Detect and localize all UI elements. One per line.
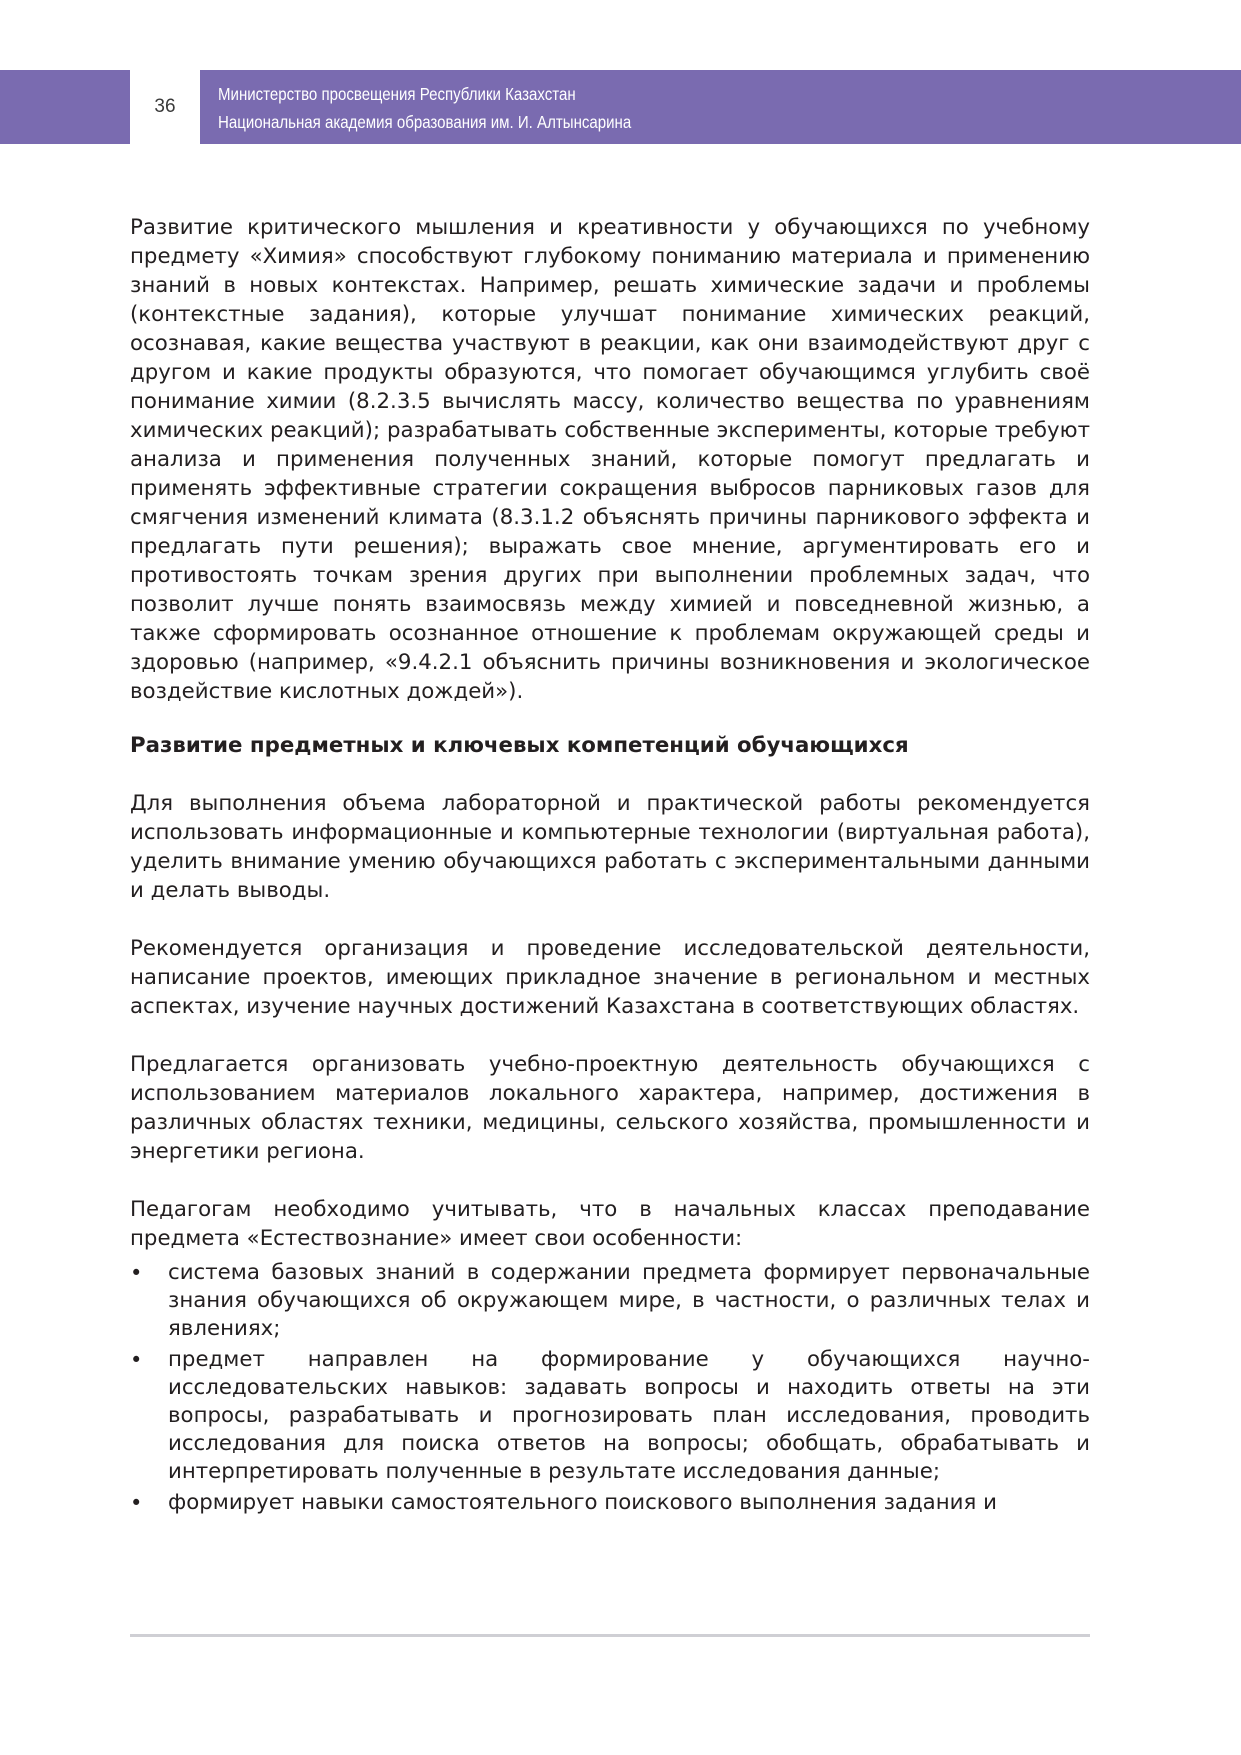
- page-number: 36: [154, 96, 176, 117]
- paragraph-primary-classes: Педагогам необходимо учитывать, что в начальных классах преподавание предмета «Естествознание» имеет свои особенности:: [130, 1197, 1090, 1251]
- list-item-text: предмет направлен на формирование у обучающихся научно-исследовательских навыков: задавать вопросы и находить ответы на эти вопросы, разрабатывать и прогнозировать план исследования, проводить исследования для поиска ответов на вопросы; обобщать, обрабатывать и интерпретировать полученные в результате исследования данные;: [168, 1347, 1090, 1484]
- bullet-icon: •: [130, 1491, 143, 1515]
- paragraph-lab-work: Для выполнения объема лабораторной и практической работы рекомендуется использовать информационные и компьютерные технологии (виртуальная работа), уделить внимание умению обучающихся работать с экспериментальными данными и делать выводы.: [130, 791, 1090, 903]
- header-ministry: Министерство просвещения Республики Казахстан: [218, 84, 576, 104]
- list-item: [130, 1489, 1090, 1517]
- document-body: [130, 213, 1090, 1520]
- header-academy: Национальная академия образования им. И. Алтынсарина: [218, 112, 632, 132]
- list-item: [130, 1259, 1090, 1343]
- features-list: [130, 1259, 1090, 1517]
- list-item: [130, 1346, 1090, 1486]
- section-heading: Развитие предметных и ключевых компетенций обучающихся: [130, 733, 909, 758]
- footer-divider: [130, 1634, 1090, 1637]
- bullet-icon: •: [130, 1261, 143, 1285]
- paragraph-critical-thinking: Развитие критического мышления и креативности у обучающихся по учебному предмету «Химия» способствуют глубокому пониманию материала и применению знаний в новых контекстах. Например, решать химические задачи и проблемы (контекстные задания), которые улучшат понимание химических реакций, осознавая, какие вещества участвуют в реакции, как они взаимодействуют друг с другом и какие продукты образуются, что помогает обучающимся углубить своё понимание химии (8.2.3.5 вычислять массу, количество вещества по уравнениям химических реакций); разрабатывать собственные эксперименты, которые требуют анализа и применения полученных знаний, которые помогут предлагать и применять эффективные стратегии сокращения выбросов парниковых газов для смягчения изменений климата (8.3.1.2 объяснять причины парникового эффекта и предлагать пути решения); выражать свое мнение, аргументировать его и противостоять точкам зрения других при выполнении проблемных задач, что позволит лучше понять взаимосвязь между химией и повседневной жизнью, а также сформировать осознанное отношение к проблемам окружающей среды и здоровью (например, «9.4.2.1 объяснить причины возникновения и экологическое воздействие кислотных дождей»).: [130, 215, 1090, 704]
- paragraph-projects: Предлагается организовать учебно-проектную деятельность обучающихся с использованием материалов локального характера, например, достижения в различных областях техники, медицины, сельского хозяйства, промышленности и энергетики региона.: [130, 1052, 1090, 1164]
- paragraph-research: Рекомендуется организация и проведение исследовательской деятельности, написание проектов, имеющих прикладное значение в региональном и местных аспектах, изучение научных достижений Казахстана в соответствующих областях.: [130, 936, 1090, 1019]
- bullet-icon: •: [130, 1348, 143, 1372]
- list-item-text: формирует навыки самостоятельного поискового выполнения задания и: [168, 1490, 997, 1515]
- list-item-text: система базовых знаний в содержании предмета формирует первоначальные знания обучающихся об окружающем мире, в частности, о различных телах и явлениях;: [168, 1260, 1090, 1341]
- header-organization: [218, 80, 631, 136]
